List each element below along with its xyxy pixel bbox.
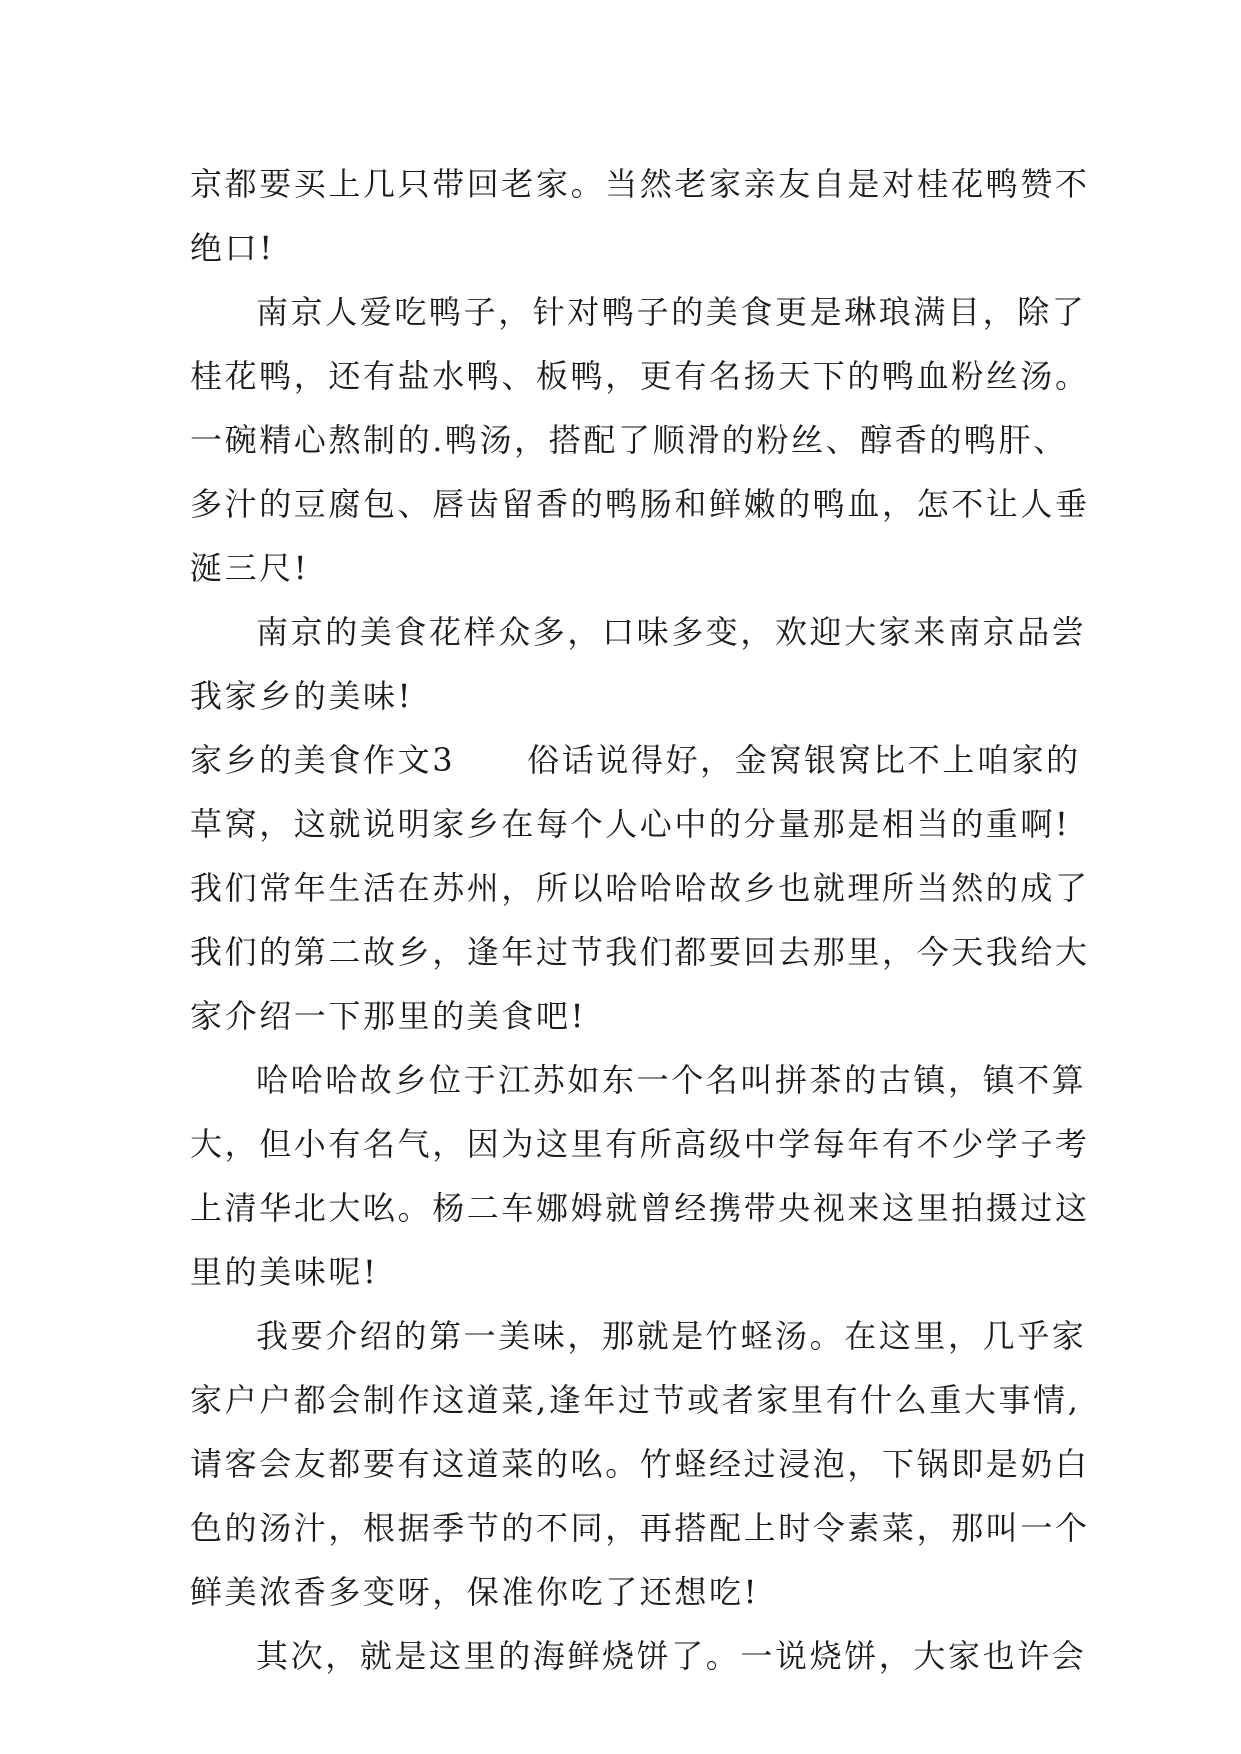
paragraph-first-line: 我要介绍的第一美味，那就是竹蛏汤。在这里，几乎家 xyxy=(256,1317,1087,1355)
text-line: 我们的第二故乡，逢年过节我们都要回去那里，今天我给大 xyxy=(190,933,1090,971)
text-line: 我们常年生活在苏州，所以哈哈哈故乡也就理所当然的成了 xyxy=(190,869,1090,907)
section-heading: 家乡的美食作文3 xyxy=(190,741,456,779)
paragraph-first-line: 南京的美食花样众多，口味多变，欢迎大家来南京品尝 xyxy=(256,613,1087,651)
text-line: 涎三尺! xyxy=(190,549,310,587)
text-line: 鲜美浓香多变呀，保准你吃了还想吃! xyxy=(190,1573,760,1611)
text-line: 请客会友都要有这道菜的吆。竹蛏经过浸泡，下锅即是奶白 xyxy=(190,1445,1090,1483)
text-line: 家介绍一下那里的美食吧! xyxy=(190,997,587,1035)
text-line: 大，但小有名气，因为这里有所高级中学每年有不少学子考 xyxy=(190,1125,1090,1163)
paragraph-first-line: 哈哈哈故乡位于江苏如东一个名叫拼茶的古镇，镇不算 xyxy=(256,1061,1087,1099)
paragraph-first-line: 南京人爱吃鸭子，针对鸭子的美食更是琳琅满目，除了 xyxy=(256,293,1087,331)
text-line: 桂花鸭，还有盐水鸭、板鸭，更有名扬天下的鸭血粉丝汤。 xyxy=(190,357,1090,395)
text-line: 我家乡的美味! xyxy=(190,677,414,715)
heading-line xyxy=(190,740,1081,780)
text-line: 上清华北大吆。杨二车娜姆就曾经携带央视来这里拍摄过这 xyxy=(190,1189,1090,1227)
paragraph-first-line: 其次，就是这里的海鲜烧饼了。一说烧饼，大家也许会 xyxy=(256,1637,1087,1675)
text-line: 里的美味呢! xyxy=(190,1253,379,1291)
text-line: 多汁的豆腐包、唇齿留香的鸭肠和鲜嫩的鸭血，怎不让人垂 xyxy=(190,485,1090,523)
text-line: 俗话说得好，金窝银窝比不上咱家的 xyxy=(527,741,1081,779)
text-line: 色的汤汁，根据季节的不同，再搭配上时令素菜，那叫一个 xyxy=(190,1509,1090,1547)
text-line: 草窝，这就说明家乡在每个人心中的分量那是相当的重啊! xyxy=(190,805,1071,843)
text-line: 京都要买上几只带回老家。当然老家亲友自是对桂花鸭赞不 xyxy=(190,165,1090,203)
text-line: 一碗精心熬制的.鸭汤，搭配了顺滑的粉丝、醇香的鸭肝、 xyxy=(190,421,1068,459)
text-line: 家户户都会制作这道菜,逢年过节或者家里有什么重大事情, xyxy=(190,1381,1081,1419)
text-line: 绝口! xyxy=(190,229,275,267)
